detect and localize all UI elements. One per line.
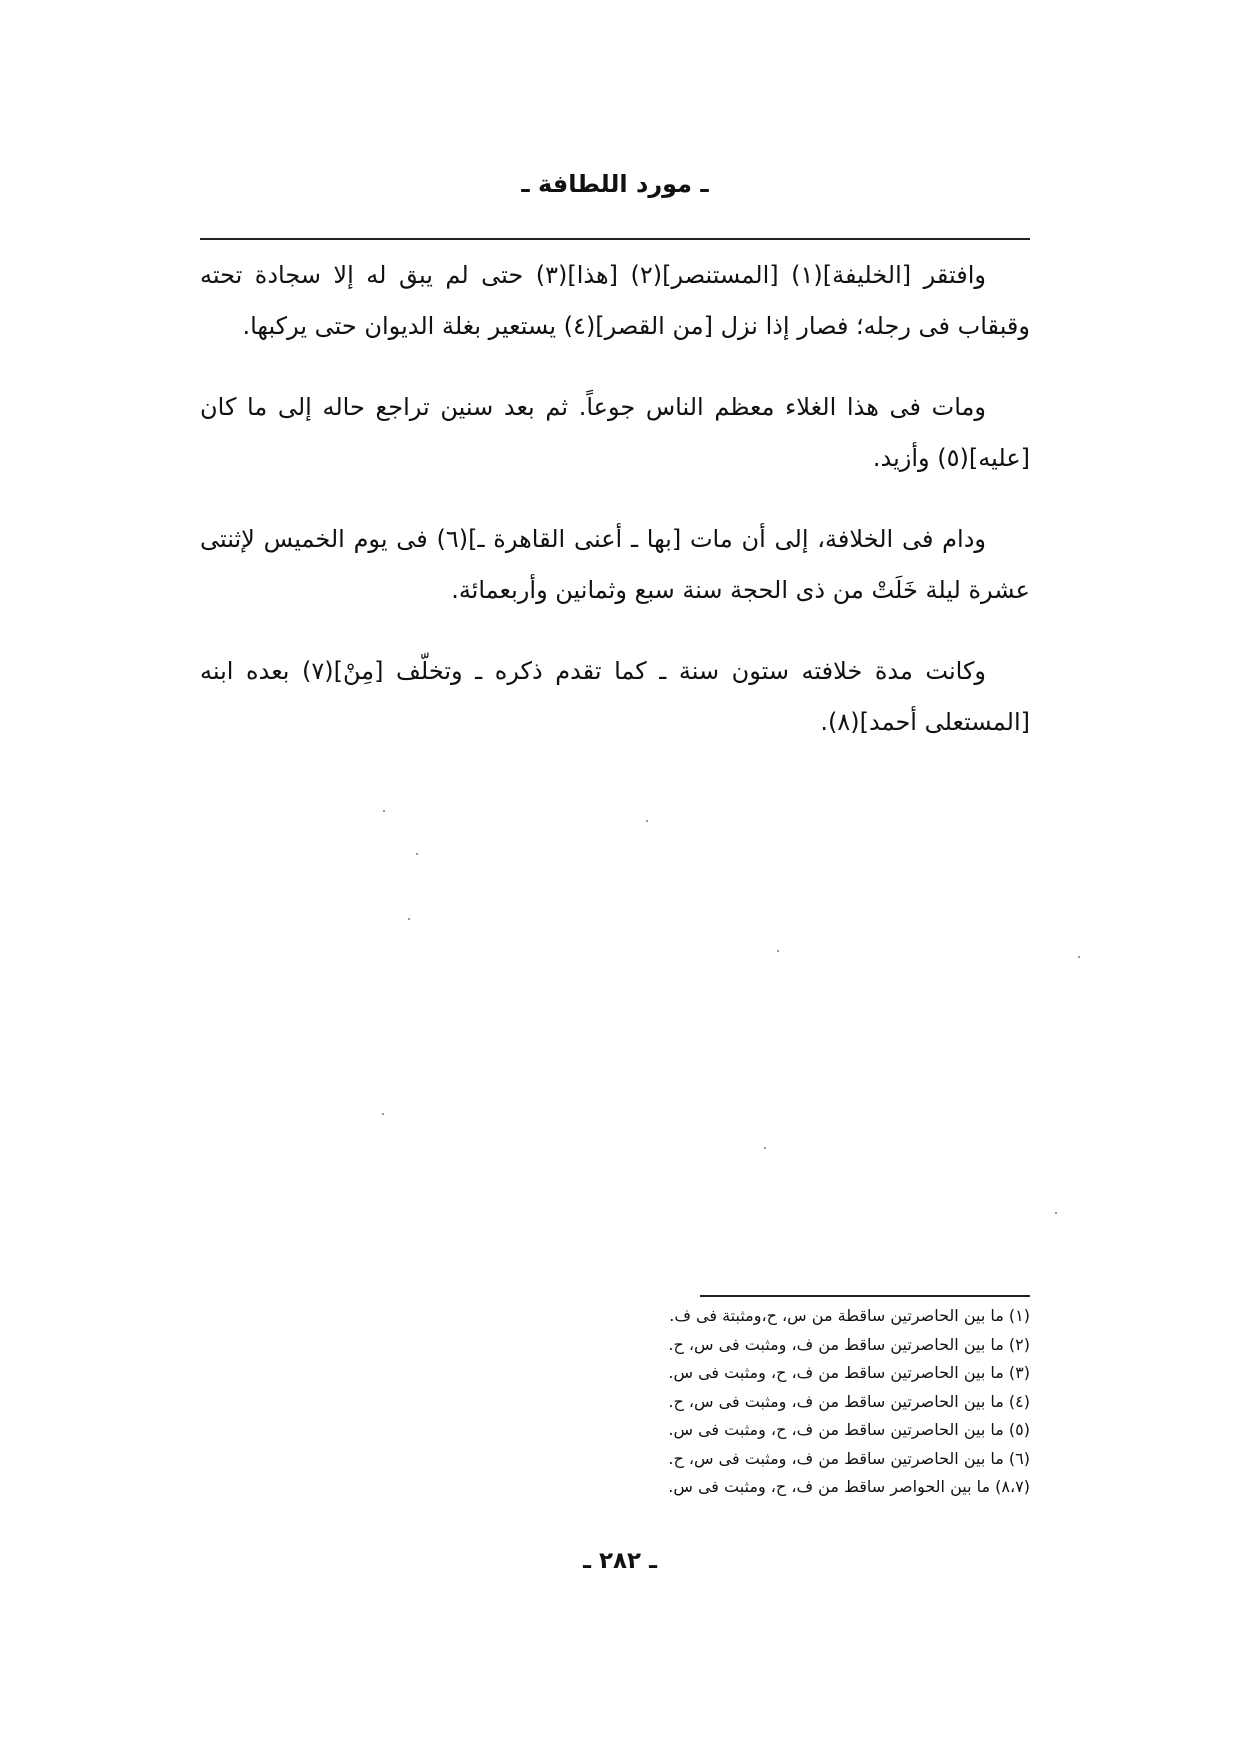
scan-speck bbox=[416, 853, 418, 855]
scan-speck bbox=[1055, 1212, 1057, 1214]
paragraph: ومات فى هذا الغلاء معظم الناس جوعاً. ثم بعد سنين تراجع حاله إلى ما كان [عليه](٥) وأزيد. bbox=[200, 393, 1030, 472]
scan-speck bbox=[777, 950, 779, 952]
paragraph: وكانت مدة خلافته ستون سنة ـ كما تقدم ذكره ـ وتخلّف [مِنْ](٧) بعده ابنه [المستعلى أحمد](٨). bbox=[200, 657, 1030, 736]
paragraph: وافتقر [الخليفة](١) [المستنصر](٢) [هذا](٣) حتى لم يبق له إلا سجادة تحته وقبقاب فى رجله؛ فصار إذا نزل [من القصر](٤) يستعير بغلة الديوان حتى يركبها. bbox=[200, 261, 1030, 340]
scan-speck bbox=[383, 810, 385, 812]
footnote: (٨،٧) ما بين الحواصر ساقط من ف، ح، ومثبت فى س. bbox=[668, 1477, 1030, 1496]
header-rule bbox=[200, 238, 1030, 240]
main-text bbox=[200, 250, 1030, 778]
footnote: (٥) ما بين الحاصرتين ساقط من ف، ح، ومثبت فى س. bbox=[668, 1420, 1030, 1439]
footnote: (٣) ما بين الحاصرتين ساقط من ف، ح، ومثبت فى س. bbox=[668, 1363, 1030, 1382]
footnote: (١) ما بين الحاصرتين ساقطة من س، ح،ومثبتة فى ف. bbox=[669, 1306, 1030, 1325]
footnote: (٢) ما بين الحاصرتين ساقط من ف، ومثبت فى س، ح. bbox=[668, 1334, 1030, 1354]
footnotes bbox=[560, 1302, 1030, 1502]
footnote-rule bbox=[700, 1295, 1030, 1297]
page-number: ـ ٢٨٢ ـ bbox=[583, 1548, 657, 1574]
paragraph: ودام فى الخلافة، إلى أن مات [بها ـ أعنى القاهرة ـ](٦) فى يوم الخميس لإثنتى عشرة ليلة خَلَتْ من ذى الحجة سنة سبع وثمانين وأربعمائة. bbox=[200, 525, 1030, 604]
scan-speck bbox=[1078, 956, 1080, 958]
footnote: (٦) ما بين الحاصرتين ساقط من ف، ومثبت فى س، ح. bbox=[668, 1448, 1030, 1468]
scan-speck bbox=[408, 918, 410, 920]
scan-speck bbox=[764, 1147, 766, 1149]
footnote: (٤) ما بين الحاصرتين ساقط من ف، ومثبت فى س، ح. bbox=[668, 1391, 1030, 1411]
scan-speck bbox=[382, 1113, 384, 1115]
running-title: ـ مورد اللطافة ـ bbox=[521, 170, 709, 198]
scan-speck bbox=[646, 820, 648, 822]
